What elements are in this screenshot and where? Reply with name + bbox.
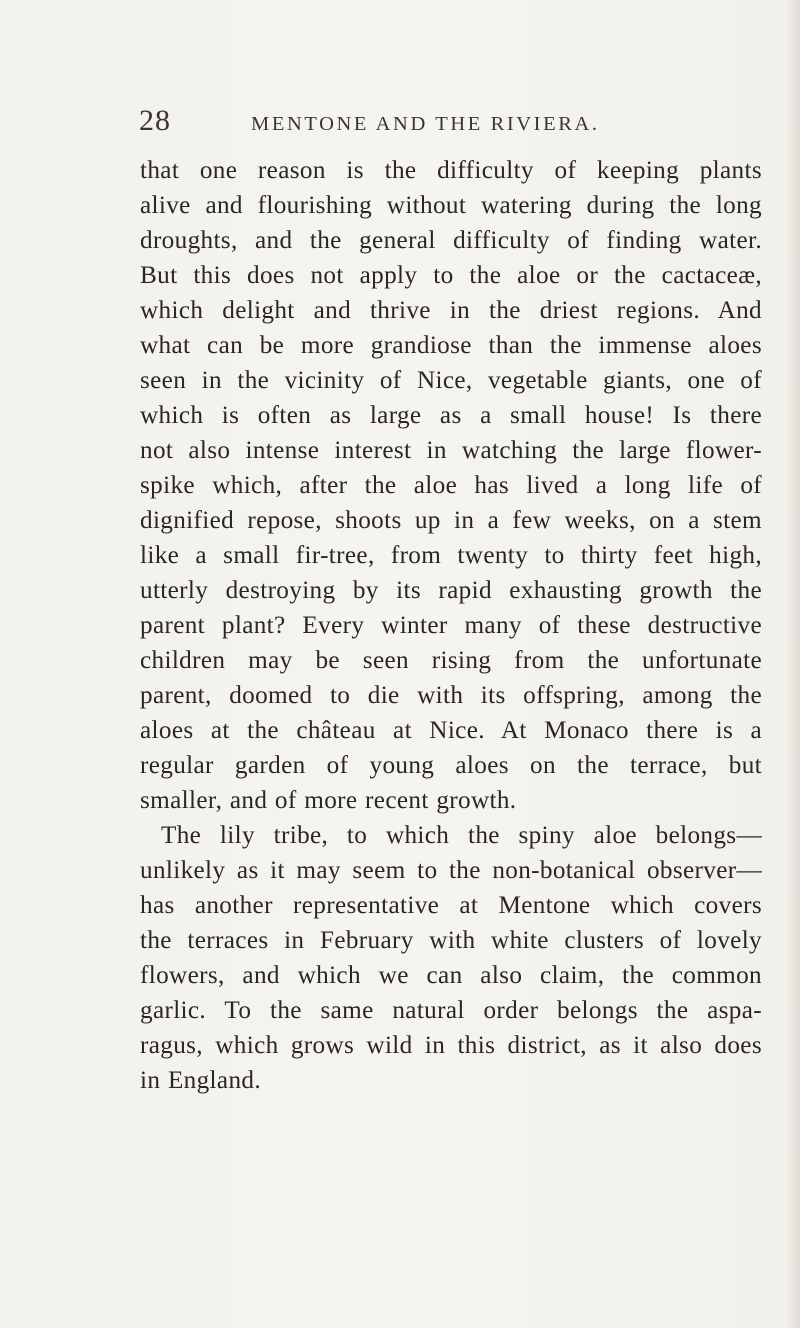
text-line: what can be more grandiose than the immense aloes	[140, 332, 762, 359]
text-line: which delight and thrive in the driest regions. And	[140, 297, 762, 324]
text-line: like a small fir-tree, from twenty to thirty feet high,	[140, 542, 762, 569]
text-line: the terraces in February with white clusters of lovely	[140, 927, 762, 954]
page-header	[139, 104, 765, 144]
text-line: droughts, and the general difficulty of finding water.	[140, 227, 762, 254]
text-line: spike which, after the aloe has lived a long life of	[140, 472, 762, 499]
running-head: MENTONE AND THE RIVIERA.	[251, 113, 600, 135]
body-text	[140, 153, 762, 1098]
text-line: seen in the vicinity of Nice, vegetable giants, one of	[140, 367, 762, 394]
text-line: unlikely as it may seem to the non-botanical observer—	[140, 857, 762, 884]
text-line: dignified repose, shoots up in a few weeks, on a stem	[140, 507, 762, 534]
text-line: But this does not apply to the aloe or the cactaceæ,	[140, 262, 762, 289]
text-line: has another representative at Mentone which covers	[140, 892, 762, 919]
text-line: ragus, which grows wild in this district, as it also does	[140, 1032, 762, 1059]
text-line: regular garden of young aloes on the terrace, but	[140, 752, 762, 779]
text-line: which is often as large as a small house! Is there	[140, 402, 762, 429]
text-line: children may be seen rising from the unfortunate	[140, 647, 762, 674]
text-line: alive and flourishing without watering during the long	[140, 192, 762, 219]
text-line: utterly destroying by its rapid exhausting growth the	[140, 577, 762, 604]
text-line: not also intense interest in watching the large flower-	[140, 437, 762, 464]
text-line: smaller, and of more recent growth.	[140, 787, 517, 814]
text-line: flowers, and which we can also claim, the common	[140, 962, 762, 989]
page-edge-shadow	[786, 0, 800, 1328]
text-line: parent plant? Every winter many of these destructive	[140, 612, 762, 639]
text-line: The lily tribe, to which the spiny aloe belongs—	[161, 822, 762, 849]
text-line: aloes at the château at Nice. At Monaco there is a	[140, 717, 762, 744]
page-number: 28	[139, 104, 171, 137]
text-line: that one reason is the difficulty of keeping plants	[140, 157, 762, 184]
text-line: garlic. To the same natural order belongs the aspa-	[140, 997, 762, 1024]
text-line: parent, doomed to die with its offspring, among the	[140, 682, 762, 709]
text-line: in England.	[140, 1067, 261, 1094]
